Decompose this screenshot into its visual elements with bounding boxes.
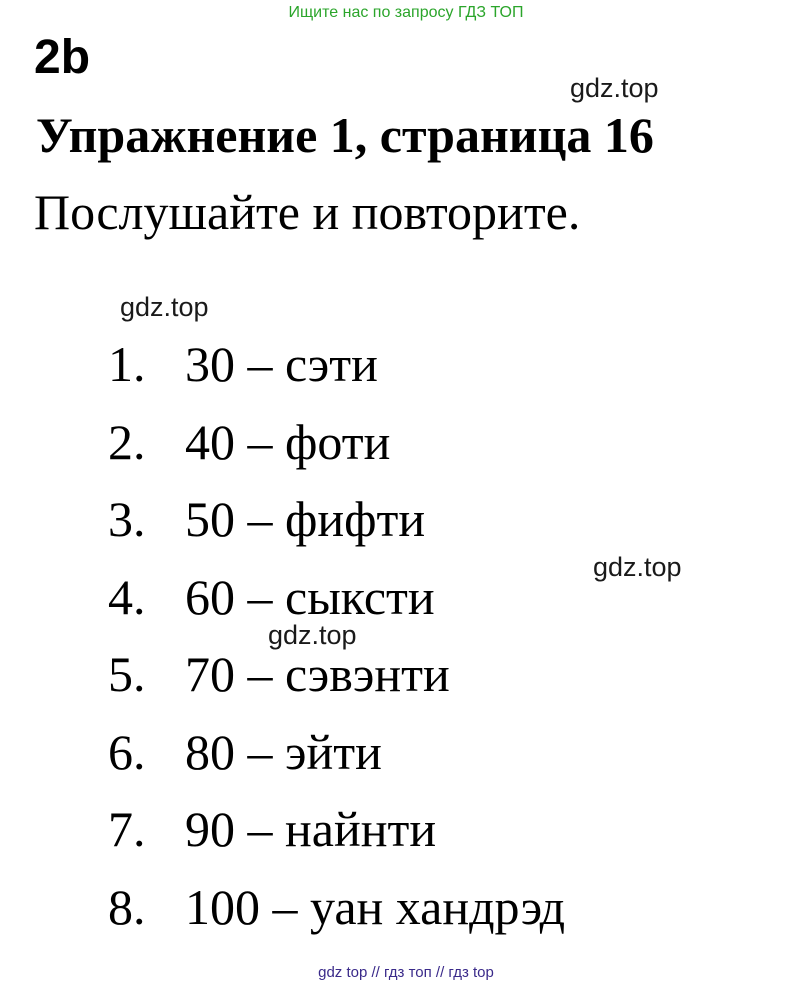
list-item	[108, 722, 565, 800]
watermark: gdz.top	[120, 292, 209, 322]
list-item	[108, 334, 565, 412]
item-text: 40 – фоти	[185, 413, 391, 470]
item-index: 2.	[108, 413, 146, 470]
exercise-title: Упражнение 1, страница 16	[36, 107, 654, 163]
item-text: 70 – сэвэнти	[185, 646, 450, 702]
item-text: 90 – найнти	[185, 801, 437, 857]
item-index: 3.	[108, 491, 146, 547]
item-index: 8.	[108, 878, 146, 935]
list-item	[108, 489, 565, 567]
section-label: 2b	[34, 31, 91, 84]
list-item	[108, 644, 565, 722]
list-item	[108, 877, 565, 955]
instruction-text: Послушайте и повторите.	[34, 184, 581, 240]
item-text: 100 – уан хандрэд	[185, 878, 566, 935]
item-text: 50 – фифти	[185, 491, 426, 547]
item-text: 60 – сыксти	[185, 568, 435, 625]
item-index: 1.	[108, 336, 146, 392]
top-banner: Ищите нас по запросу ГДЗ ТОП	[288, 4, 524, 21]
item-index: 7.	[108, 801, 146, 857]
watermark: gdz.top	[268, 620, 357, 650]
list-item	[108, 799, 565, 877]
watermark: gdz.top	[593, 552, 682, 582]
item-index: 6.	[108, 723, 146, 780]
item-index: 4.	[108, 568, 146, 625]
item-text: 80 – эйти	[185, 723, 382, 780]
footer-watermark: gdz top // гдз топ // гдз top	[318, 964, 494, 981]
list-item	[108, 412, 565, 490]
item-text: 30 – сэти	[185, 336, 378, 392]
watermark: gdz.top	[570, 73, 659, 103]
item-index: 5.	[108, 646, 146, 702]
